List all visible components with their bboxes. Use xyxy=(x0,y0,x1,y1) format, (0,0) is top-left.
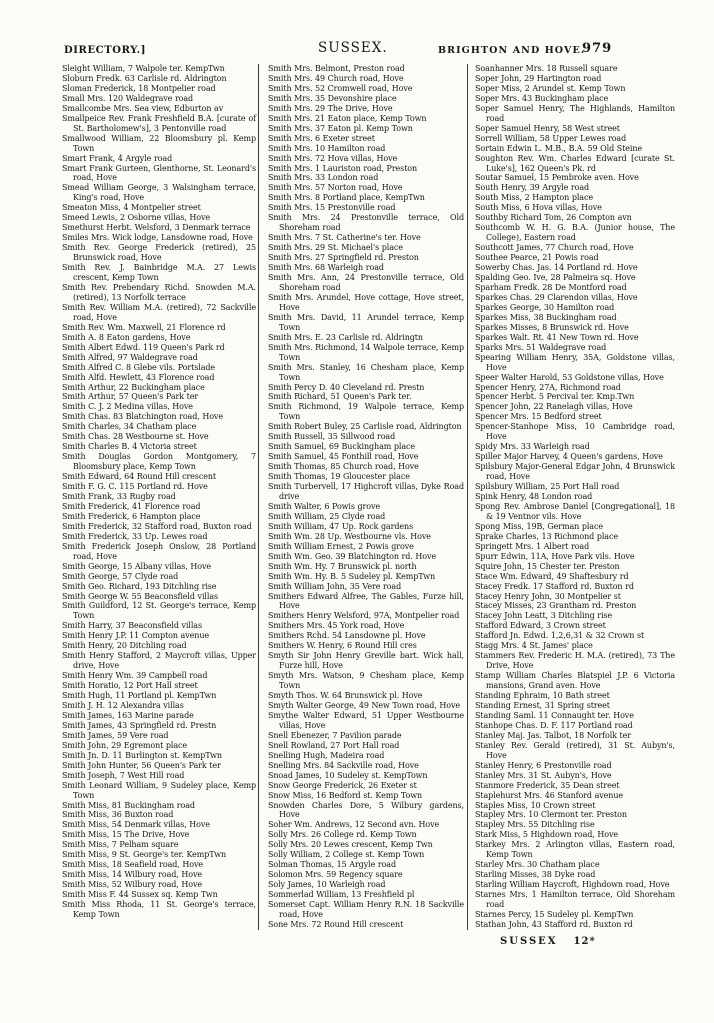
directory-entry: Smith Mrs. 29 The Drive, Hove xyxy=(268,103,393,113)
directory-entry: Snow Miss, 16 Bedford st. Kemp Town xyxy=(268,790,422,800)
directory-entry: Southby Richard Tom, 26 Compton avn xyxy=(475,213,632,223)
directory-entry: Soanhanner Mrs. 18 Russell square xyxy=(475,64,618,73)
directory-entry: Sparkes Misses, 8 Brunswick rd. Hove xyxy=(475,322,629,332)
directory-entry: Starling William Haycroft, Highdown road, Hove xyxy=(475,880,670,890)
directory-entry: Starling Misses, 38 Dyke road xyxy=(475,870,596,880)
directory-entry: Smith George, 57 Clyde road xyxy=(62,571,179,581)
directory-entry: Spilsbury Major-General Edgar John, 4 Brunswick road, Hove xyxy=(475,462,675,482)
directory-entry: Snell Rowland, 27 Port Hall road xyxy=(268,740,400,750)
directory-entry: Smith Rev. George Frederick (retired), 25 Brunswick road, Hove xyxy=(62,243,256,263)
directory-entry: Smyth Sir John Henry Greville bart. Wick hall, Furze hill, Hove xyxy=(268,651,464,671)
directory-entry: Smith Mrs. 1 Lauriston road, Preston xyxy=(268,163,418,173)
directory-entry: Sortain Edwin L. M.B., B.A. 59 Old Steine xyxy=(475,143,643,153)
directory-entry: Smith Geo. Richard, 193 Ditchling rise xyxy=(62,581,217,591)
directory-entry: Smith Turbervell, 17 Highcroft villas, Dyke Road drive xyxy=(268,482,464,501)
directory-entry: Smith Miss, 15 The Drive, Hove xyxy=(62,830,190,840)
directory-entry: Spong Miss, 19B, German place xyxy=(475,521,603,531)
directory-entry: Stacey John Leatt, 3 Ditchling rise xyxy=(475,611,613,621)
directory-entry: Smead William George, 3 Walsingham terrace, King's road, Hove xyxy=(62,183,256,203)
directory-entry: Smith Arthur, 22 Buckingham place xyxy=(62,382,205,392)
directory-entry: Smith Miss, 52 Wilbury road, Hove xyxy=(62,880,203,890)
directory-column-3 xyxy=(467,64,675,930)
directory-entry: Smith Wm. Hy. 7 Brunswick pl. north xyxy=(268,561,417,571)
directory-entry: Smallpeice Rev. Frank Freshfield B.A. [curate of St. Bartholomew's], 3 Pentonville road xyxy=(62,113,256,133)
directory-entry: Smith Wm. Geo. 39 Blatchington rd. Hove xyxy=(268,551,437,561)
directory-entry: Smith Mrs. 10 Hamilton road xyxy=(268,143,386,153)
directory-entry: Smith John, 29 Egremont place xyxy=(62,740,188,750)
directory-entry: Spencer Henry, 27A, Richmond road xyxy=(475,382,621,392)
directory-entry: Sparkes Miss, 38 Buckingham road xyxy=(475,312,617,322)
directory-entry: Smith William John, 35 Vere road xyxy=(268,581,402,591)
directory-entry: Sparkes Chas. 29 Clarendon villas, Hove xyxy=(475,292,638,302)
directory-entry: Smith Mrs. 37 Eaton pl. Kemp Town xyxy=(268,123,413,133)
directory-entry: Smith Rev. William M.A. (retired), 72 Sackville road, Hove xyxy=(62,302,256,322)
directory-entry: Smith J. H. 12 Alexandra villas xyxy=(62,701,184,710)
directory-entry: Smith Miss, 81 Buckingham road xyxy=(62,800,195,810)
directory-entry: Soper Samuel Henry, The Highlands, Hamilton road xyxy=(475,103,675,123)
directory-column-2 xyxy=(258,64,464,930)
directory-entry: Smith Thomas, 19 Gloucester place xyxy=(268,472,410,482)
directory-entry: Sprake Charles, 13 Richmond place xyxy=(475,531,618,541)
directory-entry: Smith Mrs. Arundel, Hove cottage, Hove street, Hove xyxy=(268,292,464,312)
directory-entry: Smith Mrs. 49 Church road, Hove xyxy=(268,73,404,83)
directory-entry: Stanley Mrs. 31 St. Aubyn's, Hove xyxy=(475,770,612,780)
directory-entry: Smith Samuel, 45 Fonthill road, Hove xyxy=(268,452,419,462)
directory-entry: Snell Ebenezer, 7 Pavilion parade xyxy=(268,730,402,740)
directory-entry: Small Mrs. 120 Waldegrave road xyxy=(62,93,194,103)
directory-entry: Smith Alfd. Hewlett, 43 Florence road xyxy=(62,372,215,382)
directory-entry: Smith Miss Rhoda, 11 St. George's terrace, Kemp Town xyxy=(62,900,256,920)
directory-entry: Smithers Rchd. 54 Lansdowne pl. Hove xyxy=(268,631,426,641)
directory-entry: Smith Mrs. 6 Exeter street xyxy=(268,133,375,143)
directory-entry: Staples Miss, 10 Crown street xyxy=(475,800,596,810)
directory-entry: Soutar Samuel, 15 Pembroke aven. Hove xyxy=(475,173,639,183)
directory-entry: Smith George, 15 Albany villas, Hove xyxy=(62,561,212,571)
directory-entry: Sleight William, 7 Walpole ter. KempTwn xyxy=(62,64,225,73)
directory-entry: Smith Wm. 28 Up. Westbourne vls. Hove xyxy=(268,531,431,541)
directory-entry: Smith Horatio, 12 Port Hall street xyxy=(62,681,198,691)
directory-entry: Smith William, 25 Clyde road xyxy=(268,511,386,521)
directory-entry: Smith Mrs. 72 Hova villas, Hove xyxy=(268,153,398,163)
directory-entry: Smith Thomas, 85 Church road, Hove xyxy=(268,462,419,472)
directory-entry: Smith Walter, 6 Powis grove xyxy=(268,501,381,511)
directory-entry: Smith Miss, 18 Seafield road, Hove xyxy=(62,860,204,870)
page-header xyxy=(62,38,682,62)
directory-entry: Springett Mrs. 1 Albert road xyxy=(475,541,590,551)
directory-entry: Stacey Fredk. 17 Stafford rd. Buxton rd xyxy=(475,581,634,591)
directory-entry: Smith Harry, 37 Beaconsfield villas xyxy=(62,621,202,631)
directory-entry: Smyth Walter George, 49 New Town road, Hove xyxy=(268,701,461,710)
directory-entry: Soughton Rev. Wm. Charles Edward [curate St. Luke's], 162 Queen's Pk. rd xyxy=(475,153,675,173)
directory-entry: Southcomb W. H. G. B.A. (Junior house, The College), Eastern road xyxy=(475,223,675,243)
directory-entry: Smethurst Herbt. Welsford, 3 Denmark terrace xyxy=(62,223,251,233)
directory-entry: Solly William, 2 College st. Kemp Town xyxy=(268,850,425,860)
directory-entry: Spidy Mrs. 33 Warleigh road xyxy=(475,442,590,452)
directory-entry: Smart Frank, 4 Argyle road xyxy=(62,153,173,163)
directory-entry: Smeed Lewis, 2 Osborne villas, Hove xyxy=(62,213,211,223)
directory-entry: Smart Frank Gurteen, Glenthorne, St. Leonard's road, Hove xyxy=(62,163,256,183)
header-county-title: SUSSEX. xyxy=(318,40,388,56)
directory-entry: South Miss, 2 Hampton place xyxy=(475,193,593,203)
directory-entry: Smith Frederick, 41 Florence road xyxy=(62,501,201,511)
directory-entry: Standing Ernest, 31 Spring street xyxy=(475,701,610,710)
directory-entry: Sone Mrs. 72 Round Hill crescent xyxy=(268,919,404,929)
directory-entry: Smyth Thos. W. 64 Brunswick pl. Hove xyxy=(268,691,423,701)
directory-entry: Smallcombe Mrs. Sea view, Edburton av xyxy=(62,103,224,113)
directory-entry: Stanmore Frederick, 35 Dean street xyxy=(475,780,620,790)
directory-entry: Smith Richmond, 19 Walpole terrace, Kemp Town xyxy=(268,402,464,422)
directory-entry: Smith William Ernest, 2 Powis grove xyxy=(268,541,414,551)
directory-entry: Smith Mrs. David, 11 Arundel terrace, Kemp Town xyxy=(268,312,464,332)
directory-entry: Smith Rev. Prebendary Richd. Snowden M.A. (retired), 13 Norfolk terrace xyxy=(62,282,256,302)
directory-entry: Smith Richard, 51 Queen's Park ter. xyxy=(268,392,412,402)
footer-signature-mark: 12* xyxy=(573,936,596,947)
directory-entry: Sorrell William, 58 Upper Lewes road xyxy=(475,133,627,143)
directory-entry: South Miss, 6 Hova villas, Hove xyxy=(475,203,602,213)
directory-entry: Snow George Frederick, 26 Exeter st xyxy=(268,780,417,790)
directory-entry: Speer Walter Harold, 53 Goldstone villas, Hove xyxy=(475,372,664,382)
directory-entry: Smith James, 43 Springfield rd. Prestn xyxy=(62,720,217,730)
directory-entry: Smith Frederick, 32 Stafford road, Buxton road xyxy=(62,521,252,531)
page-footer xyxy=(500,936,596,947)
directory-entry: Sloburn Fredk. 63 Carlisle rd. Aldrington xyxy=(62,73,227,83)
directory-entry: Soper Samuel Henry, 58 West street xyxy=(475,123,620,133)
directory-entry: Soper Miss, 2 Arundel st. Kemp Town xyxy=(475,83,626,93)
directory-entry: Stark Miss, 5 Highdown road, Hove xyxy=(475,830,619,840)
directory-entry: Smith Guildford, 12 St. George's terrace, Kemp Town xyxy=(62,601,256,621)
directory-entry: Smith Mrs. 68 Warleigh road xyxy=(268,263,384,273)
directory-entry: Smith Charles B. 4 Victoria street xyxy=(62,442,197,452)
directory-entry: Starnes Percy, 15 Sudeley pl. KempTwn xyxy=(475,910,634,920)
directory-entry: Standing Ephraim, 10 Bath street xyxy=(475,691,610,701)
directory-entry: Snowden Charles Dore, 5 Wilbury gardens, Hove xyxy=(268,800,464,820)
directory-entry: Soper John, 29 Hartington road xyxy=(475,73,602,83)
directory-entry: Smiles Mrs. Wick lodge, Lansdowne road, Hove xyxy=(62,233,253,243)
directory-entry: Smythe Walter Edward, 51 Upper Westbourne villas, Hove xyxy=(268,710,464,730)
directory-entry: Sloman Frederick, 18 Montpelier road xyxy=(62,83,216,93)
directory-entry: Smith Joseph, 7 West Hill road xyxy=(62,770,185,780)
directory-columns xyxy=(62,64,682,930)
directory-entry: Smith Mrs. 15 Prestonville road xyxy=(268,203,396,213)
directory-entry: Smith Miss, 54 Denmark villas, Hove xyxy=(62,820,210,830)
directory-entry: Sparks Mrs. 51 Waldegrave road xyxy=(475,342,607,352)
directory-entry: Smith Mrs. Belmont, Preston road xyxy=(268,64,405,73)
directory-entry: Smith James, 163 Marine parade xyxy=(62,710,194,720)
directory-entry: Spencer-Stanhope Miss, 10 Cambridge road, Hove xyxy=(475,422,675,442)
directory-entry: Starley Mrs. 30 Chatham place xyxy=(475,860,600,870)
directory-entry: Smith Mrs. 21 Eaton place, Kemp Town xyxy=(268,113,427,123)
directory-entry: Smith James, 59 Vere road xyxy=(62,730,169,740)
directory-entry: Smith Mrs. 7 St. Catherine's ter. Hove xyxy=(268,233,421,243)
directory-entry: Sparkes George, 30 Hamilton road xyxy=(475,302,615,312)
directory-entry: Spurr Edwin, 11A, Hove Park vils. Hove xyxy=(475,551,635,561)
directory-entry: Stanhope Chas. D. F. 117 Portland road xyxy=(475,720,633,730)
directory-entry: Stapley Mrs. 10 Clermont ter. Preston xyxy=(475,810,627,820)
directory-column-1 xyxy=(62,64,256,930)
directory-entry: Spearing William Henry, 35A, Goldstone villas, Hove xyxy=(475,352,675,372)
directory-entry: Smith Percy D. 40 Cleveland rd. Prestn xyxy=(268,382,425,392)
directory-entry: Smith A. 8 Eaton gardens, Hove xyxy=(62,332,191,342)
directory-entry: Spencer John, 22 Ranelagh villas, Hove xyxy=(475,402,633,412)
directory-entry: Smith Miss, 9 St. George's ter. KempTwn xyxy=(62,850,226,860)
directory-entry: Smith F. G. C. 115 Portland rd. Hove xyxy=(62,482,208,492)
directory-entry: Starkey Mrs. 2 Arlington villas, Eastern road, Kemp Town xyxy=(475,840,675,860)
directory-entry: Smith George W. 55 Beaconsfield villas xyxy=(62,591,219,601)
directory-entry: Soper Mrs. 43 Buckingham place xyxy=(475,93,609,103)
directory-entry: Smith Henry, 20 Ditchling road xyxy=(62,641,187,651)
directory-entry: Smith William, 47 Up. Rock gardens xyxy=(268,521,414,531)
directory-entry: Smith Wm. Hy. B. 5 Sudeley pl. KempTwn xyxy=(268,571,436,581)
directory-entry: Smith Albert Edwd. 119 Queen's Park rd xyxy=(62,342,225,352)
directory-entry: Sowerby Chas. Jas. 14 Portland rd. Hove xyxy=(475,263,638,273)
directory-entry: Smith Mrs. 29 St. Michael's place xyxy=(268,243,403,253)
directory-entry: Smith Mrs. 24 Prestonville terrace, Old Shoreham road xyxy=(268,213,464,233)
directory-entry: Stacey Henry John, 30 Montpelier st xyxy=(475,591,621,601)
directory-entry: Solly Mrs. 20 Lewes crescent, Kemp Twn xyxy=(268,840,433,850)
directory-entry: South Henry, 39 Argyle road xyxy=(475,183,590,193)
directory-entry: Spiller Major Harvey, 4 Queen's gardens, Hove xyxy=(475,452,663,462)
directory-entry: Spalding Geo. Ive, 28 Palmeira sq. Hove xyxy=(475,273,636,283)
directory-entry: Smith Alfred, 97 Waldegrave road xyxy=(62,352,198,362)
footer-signature-county: SUSSEX xyxy=(500,936,558,947)
directory-entry: Stanley Maj. Jas. Talbot, 18 Norfolk ter xyxy=(475,730,632,740)
directory-entry: Snelling Mrs. 84 Sackville road, Hove xyxy=(268,760,419,770)
header-section-title: BRIGHTON AND HOVE. xyxy=(438,45,586,56)
directory-entry: Spencer Herbt. 5 Percival ter. Kmp.Twn xyxy=(475,392,635,402)
directory-entry: Smith C. J. 2 Medina villas, Hove xyxy=(62,402,193,412)
directory-entry: Solman Thomas, 15 Argyle road xyxy=(268,860,396,870)
directory-entry: Solomon Mrs. 59 Regency square xyxy=(268,870,403,880)
directory-entry: Smith Leonard William, 9 Sudeley place, Kemp Town xyxy=(62,780,256,800)
header-directory-label: DIRECTORY.] xyxy=(64,45,147,56)
directory-entry: Smith Mrs. Stanley, 16 Chesham place, Kemp Town xyxy=(268,362,464,382)
directory-entry: Smith Chas. 83 Blatchington road, Hove xyxy=(62,412,223,422)
directory-entry: Smith Frank, 33 Rugby road xyxy=(62,491,176,501)
directory-entry: Stapley Mrs. 55 Ditchling rise xyxy=(475,820,595,830)
directory-entry: Smith Mrs. 8 Portland place, KempTwn xyxy=(268,193,425,203)
directory-entry: Stafford Edward, 3 Crown street xyxy=(475,621,606,631)
directory-entry: Sparham Fredk. 28 De Montford road xyxy=(475,282,627,292)
directory-entry: Somerset Capt. William Henry R.N. 18 Sackville road, Hove xyxy=(268,900,464,920)
directory-entry: Smith Mrs. 33 London road xyxy=(268,173,379,183)
directory-entry: Smith Frederick Joseph Onslow, 28 Portland road, Hove xyxy=(62,541,256,561)
directory-entry: Stamp William Charles Blatspiel J.P. 6 Victoria mansions, Grand aven. Hove xyxy=(475,671,675,691)
directory-entry: Smith Chas. 28 Westbourne st. Hove xyxy=(62,432,209,442)
directory-entry: Spink Henry, 48 London road xyxy=(475,491,593,501)
directory-entry: Smith Douglas Gordon Montgomery, 7 Bloomsbury place, Kemp Town xyxy=(62,452,256,472)
directory-entry: Smith Mrs. Richmond, 14 Walpole terrace, Kemp Town xyxy=(268,342,464,362)
directory-entry: Stathan John, 43 Stafford rd. Buxton rd xyxy=(475,919,633,929)
directory-entry: Smith Mrs. 27 Springfield rd. Preston xyxy=(268,253,419,263)
directory-entry: Smith Miss F. 44 Sussex sq. Kemp Twn xyxy=(62,890,218,900)
directory-entry: Starnes Mrs. 1 Hamilton terrace, Old Shoreham road xyxy=(475,890,675,910)
directory-entry: Smithers Mrs. 45 York road, Hove xyxy=(268,621,405,631)
directory-entry: Snelling Hugh, Madeira road xyxy=(268,750,385,760)
directory-entry: Smith John Hunter, 56 Queen's Park ter xyxy=(62,760,221,770)
directory-entry: Smith Henry Wm. 39 Campbell road xyxy=(62,671,208,681)
directory-entry: Smith Henry J.P. 11 Compton avenue xyxy=(62,631,210,641)
directory-entry: Smith Miss, 14 Wilbury road, Hove xyxy=(62,870,203,880)
directory-entry: Smith Arthur, 57 Queen's Park ter xyxy=(62,392,199,402)
directory-entry: Smithers Edward Alfree, The Gables, Furze hill, Hove xyxy=(268,591,464,611)
directory-entry: Smithers W. Henry, 6 Round Hill cres xyxy=(268,641,417,651)
directory-entry: Sommerlad William, 13 Freshfield pl xyxy=(268,890,415,900)
directory-entry: Soher Wm. Andrews, 12 Second avn. Hove xyxy=(268,820,440,830)
directory-entry: Stammers Rev. Frederic H. M.A. (retired), 73 The Drive, Hove xyxy=(475,651,675,671)
directory-entry: Smith Henry Stafford, 2 Maycroft villas, Upper drive, Hove xyxy=(62,651,256,671)
directory-entry: Stafford Jn. Edwd. 1,2,6,31 & 32 Crown st xyxy=(475,631,645,641)
directory-entry: Southee Pearce, 21 Powis road xyxy=(475,253,599,263)
directory-entry: Staplehurst Mrs. 46 Stanford avenue xyxy=(475,790,624,800)
directory-entry: Soly James, 10 Warleigh road xyxy=(268,880,386,890)
directory-entry: Smith Jn. D. 11 Burlington st. KempTwn xyxy=(62,750,222,760)
directory-entry: Squire John, 15 Chester ter. Preston xyxy=(475,561,620,571)
directory-entry: Smith Hugh, 11 Portland pl. KempTwn xyxy=(62,691,217,701)
directory-entry: Stanley Henry, 6 Prestonville road xyxy=(475,760,612,770)
directory-entry: Smith Mrs. 35 Devonshire place xyxy=(268,93,397,103)
directory-entry: Spencer Mrs. 15 Bedford street xyxy=(475,412,602,422)
directory-entry: Standing Saml. 11 Connaught ter. Hove xyxy=(475,710,634,720)
directory-entry: Smallwood William, 22 Bloomsbury pl. Kemp Town xyxy=(62,133,256,153)
page-content xyxy=(62,38,682,930)
directory-entry: Smyth Mrs. Watson, 9 Chesham place, Kemp Town xyxy=(268,671,464,691)
directory-entry: Stanley Rev. Gerald (retired), 31 St. Aubyn's, Hove xyxy=(475,740,675,760)
directory-entry: Smith Frederick, 6 Hampton place xyxy=(62,511,201,521)
directory-entry: Sparkes Walt. Rt. 41 New Town rd. Hove xyxy=(475,332,639,342)
directory-entry: Smith Mrs. 57 Norton road, Hove xyxy=(268,183,403,193)
page-number: 979 xyxy=(582,41,613,56)
directory-entry: Smith Edward, 64 Round Hill crescent xyxy=(62,472,216,482)
directory-entry: Spong Rev. Ambrose Daniel [Congregational], 18 & 19 Ventnor vils. Hove xyxy=(475,501,675,521)
directory-entry: Solly Mrs. 26 College rd. Kemp Town xyxy=(268,830,417,840)
directory-entry: Smith Miss, 36 Buxton road xyxy=(62,810,174,820)
directory-entry: Smith Frederick, 33 Up. Lewes road xyxy=(62,531,208,541)
directory-entry: Smith Rev. Wm. Maxwell, 21 Florence rd xyxy=(62,322,226,332)
directory-entry: Smith Rev. J. Bainbridge M.A. 27 Lewis crescent, Kemp Town xyxy=(62,263,256,283)
directory-entry: Smith Robert Buley, 25 Carlisle road, Aldrington xyxy=(268,422,462,432)
directory-entry: Stacey Misses, 23 Grantham rd. Preston xyxy=(475,601,637,611)
directory-entry: Smith Samuel, 69 Buckingham place xyxy=(268,442,416,452)
directory-entry: Smith Alfred C. 8 Glebe vils. Portslade xyxy=(62,362,216,372)
directory-entry: Smith Mrs. 52 Cromwell road, Hove xyxy=(268,83,413,93)
directory-entry: Smith Mrs. E. 23 Carlisle rd. Aldringtn xyxy=(268,332,423,342)
directory-entry: Stace Wm. Edward, 49 Shaftesbury rd xyxy=(475,571,629,581)
directory-entry: Smith Mrs. Ann, 24 Prestonville terrace, Old Shoreham road xyxy=(268,273,464,292)
directory-entry: Southcott James, 77 Church road, Hove xyxy=(475,243,634,253)
directory-entry: Smith Russell, 35 Sillwood road xyxy=(268,432,396,442)
directory-entry: Spilsbury William, 25 Port Hall road xyxy=(475,482,620,492)
directory-entry: Smith Charles, 34 Chatham place xyxy=(62,422,197,432)
directory-entry: Smithers Henry Welsford, 97A, Montpelier road xyxy=(268,611,460,621)
directory-entry: Smith Miss, 7 Pelham square xyxy=(62,840,179,850)
directory-entry: Snoad James, 10 Sudeley st. KempTown xyxy=(268,770,428,780)
directory-entry: Stagg Mrs. 4 St. James' place xyxy=(475,641,593,651)
directory-entry: Smeaton Miss, 4 Montpelier street xyxy=(62,203,201,213)
